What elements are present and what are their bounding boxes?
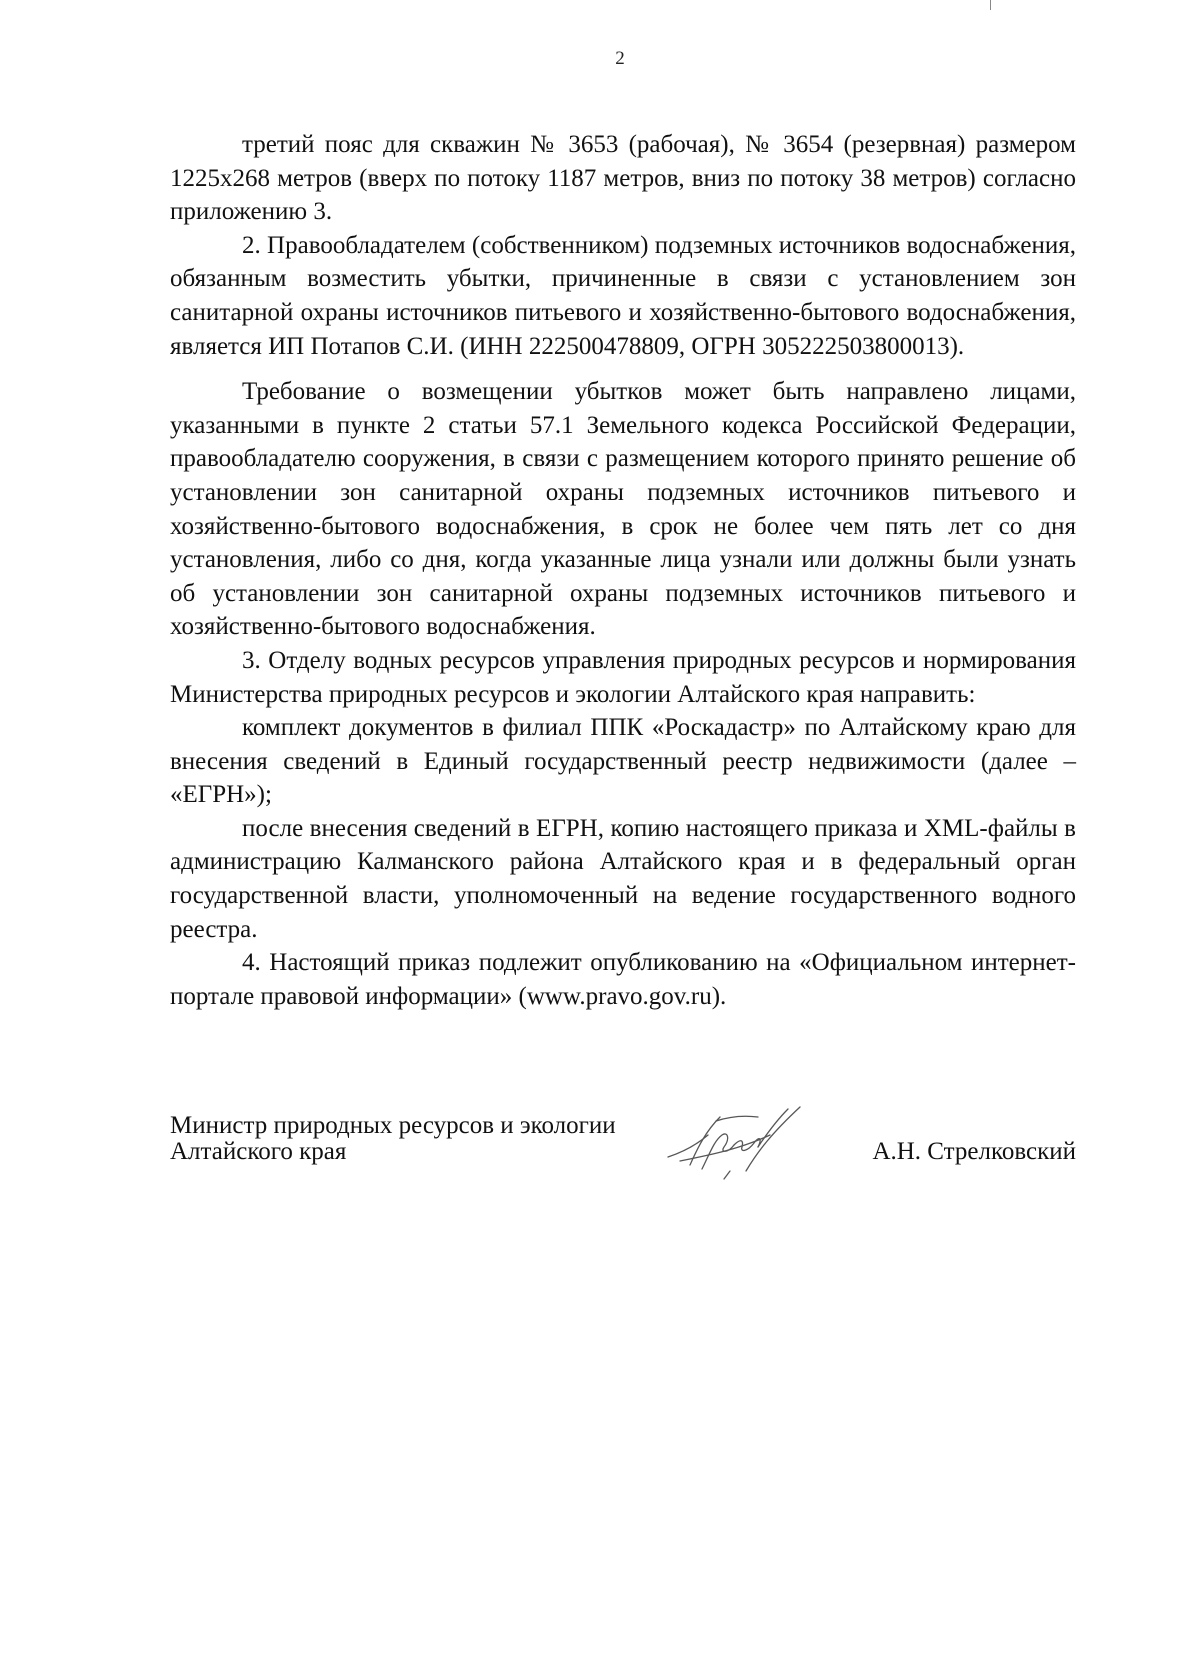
signatory-position-line2: Алтайского края <box>170 1138 347 1165</box>
paragraph-3-water-department: 3. Отделу водных ресурсов управления природных ресурсов и нормирования Министерства природных ресурсов и экологии Алтайского края направить: <box>170 646 1076 708</box>
scan-artifact <box>990 0 991 10</box>
paragraph-3-item-xml-files: после внесения сведений в ЕГРН, копию настоящего приказа и XML-файлы в администрацию Калманского района Алтайского края и в федеральный орган государственной власти, уполномоченный на ведение государственного водного реестра. <box>170 814 1076 943</box>
signatory-position <box>170 1113 690 1165</box>
handwritten-signature <box>650 1095 820 1190</box>
paragraph-3-item-documents: комплект документов в филиал ППК «Роскадастр» по Алтайскому краю для внесения сведений в Единый государственный реестр недвижимости (далее – «ЕГРН»); <box>170 714 1076 809</box>
paragraph-2-rightholder: 2. Правообладателем (собственником) подземных источников водоснабжения, обязанным возместить убытки, причиненные в связи с установлением зон санитарной охраны источников питьевого и хозяйственно-бытового водоснабжения, является ИП Потапов С.И. (ИНН 222500478809, ОГРН 305222503800013). <box>170 231 1076 360</box>
page-number: 2 <box>615 48 625 69</box>
paragraph-zone-three: третий пояс для скважин № 3653 (рабочая), № 3654 (резервная) размером 1225х268 метров (вверх по потоку 1187 метров, вниз по потоку 38 метров) согласно приложению 3. <box>170 131 1076 226</box>
paragraph-4-publication: 4. Настоящий приказ подлежит опубликованию на «Официальном интернет-портале правовой информации» (www.pravo.gov.ru). <box>170 949 1076 1010</box>
signatory-name: А.Н. Стрелковский <box>872 1138 1076 1165</box>
document-body <box>170 128 1076 1013</box>
signatory-position-line1: Министр природных ресурсов и экологии <box>170 1112 616 1139</box>
signature-block <box>170 1113 1076 1203</box>
paragraph-compensation-claim: Требование о возмещении убытков может быть направлено лицами, указанными в пункте 2 статьи 57.1 Земельного кодекса Российской Федерации, правообладателю сооружения, в связи с размещением которого принято решение об установлении зон санитарной охраны подземных источников питьевого и хозяйственно-бытового водоснабжения, в срок не более чем пять лет со дня установления, либо со дня, когда указанные лица узнали или должны были узнать об установлении зон санитарной охраны подземных источников питьевого и хозяйственно-бытового водоснабжения. <box>170 378 1076 641</box>
